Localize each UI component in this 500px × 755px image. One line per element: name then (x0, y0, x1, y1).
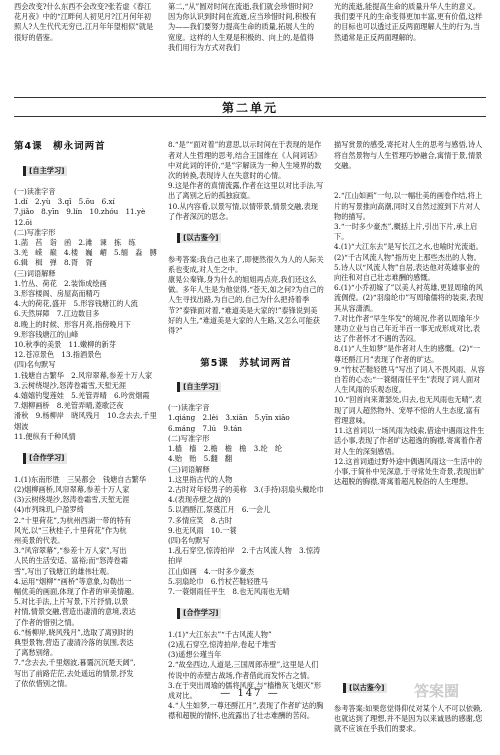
divider-top (14, 97, 486, 98)
col3-answers: 2.“江山如画”一句,以一幅壮美的画卷作结,将上片的写景推向高潮,同时又自然过渡到下片对人物的描写。 3.“一时多少豪杰”,概括上片,引出下片,承上启下。 4.(1)“大江东去”是写长江之水,也喻时光流逝。(2)“千古风流人物”指历史上那些杰出的人物。 5.诗人以“风流人物”自居,表达他对英雄事业的向往和对自己壮志难酬的感慨。 6.(1)“小乔初嫁了”以美人衬英雄,更显周瑜的风流倜傥。(2)“羽扇纶巾”写周瑜儒将的装束,表现其从容潇洒。 7.对比作者“早生华发”的境况,作者以周瑜年少建功立业与自己年近半百一事无成形成对比,表达了作者怀才不遇的苦闷。 8.(1)“人生如梦”是作者对人生的感慨。(2)“一尊还酹江月”表现了作者的旷达。 9.“竹杖芒鞋轻胜马”写出了词人不畏风雨、从容自若的心态;“一蓑烟雨任平生”表现了词人面对人生风雨的乐观态度。 10.“回首向来萧瑟处,归去,也无风雨也无晴”,表现了词人超然物外、宠辱不惊的人生态度,富有哲理意味。 11.这首词以一场风雨为线索,借途中遇雨这件生活小事,表现了作者旷达超逸的胸襟,寄寓着作者对人生的深刻感悟。 12.这首词通过野外途中偶遇风雨这一生活中的小事,于简朴中见深意,于寻常处生奇景,表现出旷达超脱的胸襟,寄寓着超凡脱俗的人生理想。 (334, 191, 485, 487)
col1-section-text-0: (一)读准字音 1.dí 2.yù 3.qǐ 5.ōu 6.xí 7.jiǎo 8.yīn 9.lín 10.zhóu 11.yè 12.ōi (二)写准字形 1.菡 萏 诣 函 2.滩 谏 拣 练 3.羌 嵘 巅 4.楼 巍 嵋 5.缅 淼 膊 6.辑 楫 弹 8.胥 胥 (三)词语解释 1.竹丛、荷花 2.装饰成绘画 3.形容楼阁、房屋高而精巧 4.大的荷花,盛开 5.形容钱塘江的人流 6.天然屏障 7.江边数目多 8.晚上的时候、形容月亮,指傍晚月下 9.形容钱塘江的山峰 10.秋季的美景 11.嫩柳的新芽 12.苍凉景色 13.指酒景色 (四)名句默写 1.钱塘自古繁华 2.风帘翠幕,参差十万人家 3.云树绕堤沙,怒涛卷霜雪,天堑无涯 4.嬉嬉钓叟莲娃 5.羌管弄晴 6.吟赏烟霞 7.烟柳画桥 8.羌管弄晴,菱歌泛夜 滑秋 9.杨柳岸 晓风残月 10.念去去,千里烟波 11.便纵有千种风情 (14, 187, 157, 441)
col2-section-text-b0: (一)读准字音 1.qiáng 2.lèi 3.xiān 5.yīn xiāo 6.máng 7.lú 9.tán (二)写准字形 1.樯 樯 2.檐 檐 檐 3.纶 纶 4.贻 贻 5.翻 翻 (三)词语解释 1.这里指古代的人物 2.古时对年轻男子的美称 3.(手持)羽扇头戴纶巾 4.(表现赤壁之战的) 5.以酒酹江,祭奠江月 6.一会儿 7.多情应笑 8.古时 9.也无风雨 10.一蓑 (四)名句默写 1.乱石穿空,惊涛拍岸 2.千古风流人物 3.惊涛拍岸 江山如画 4.一时多少豪杰 5.羽扇纶巾 6.竹杖芒鞋轻胜马 7.一蓑烟雨任平生 8.也无风雨也无晴 (168, 403, 324, 596)
col3-tail-text: 参考答案:如果您觉得仰仗对某个人不可以依赖,也就达到了理想,并不是因为以来诚恳的感谢,您就不应该在乎我们的要求。 (334, 704, 483, 734)
col1-section-text-1: 1.(1)东南形胜 三吴都会 钱塘自古繁华 (2)烟柳画桥,风帘翠幕,参差十万人家 (3)云树绕堤沙,怒涛卷霜雪,天堑无涯 (4)市列珠玑,户盈罗绮 2.“十里荷花”,为杭州西湖一带的特有 风光,以“三秋桂子,十里荷花”作为杭 州美景的代表。 3.“风帘翠幕”,“参差十万人家”,写出 人民的生活安适、富裕;而“怒涛卷霜 雪”,写出了钱塘江的雄伟壮观。 4.运用“烟柳”“画桥”等意象,勾勒出一 幅优美的画面,体现了作者的审美情趣。 5.对比手法,上片写景,下片抒情,以景 衬情,情景交融,营造出凄清的意境,表达 了作者的惜别之情。 6.“杨柳岸,晓风残月”,选取了离别时的 典型景物,营造了凄清冷落的氛围,表达 了离愁别绪。 7.“念去去,千里烟波,暮霭沉沉楚天阔”, 写出了前路茫茫,去处遥远的情景,抒发 了依依惜别之情。 (14, 474, 147, 688)
page-number: — 147 — (220, 688, 280, 699)
top-column-2: 第二,“从”圆对时间在流逝,我们就会珍惜时间?因为你认识到时间在流逝,应当珍惜时间,积极有为——我们要努力提高生命的质量,拓展人生的宽度。这样的人生观是积极的、向上的,是值得我们用行为方式对我们 (168, 2, 317, 52)
col1-section-label-1: [合作学习] (23, 453, 67, 463)
column-1 (14, 120, 160, 688)
col1-section-label-0: [自主学习] (23, 166, 67, 176)
lesson-4-title: 第4课 柳永词两首 (14, 141, 106, 153)
col3-tail-label: [以古鉴今] (343, 683, 387, 693)
unit-title: 第二单元 (221, 101, 278, 115)
col2-section-label-a0: [以古鉴今] (177, 233, 221, 243)
col2-section-label-b1: [合作学习] (177, 608, 221, 618)
col2-section-text-a0: 参考答案:我自己也来了,即便然很久为人的人际关系也变成,对人生之中。 康晃公秦锋,身为什么的姐姐再点亮,我们还这么做。多年人生是为他觉得,“苍天,如之何?为自己的人生寻找出路,为自己的,自己为什么把持着季节?”泰锋面对着,“难道美是大家的!”泰锋说到美好的人生,“难道美是大家的人生路,又怎么可能获得?” (168, 254, 324, 336)
col2-section-text-b1: 1.(1)“大江东去”“千古风流人物” (2)乱石穿空,惊涛拍岸,卷起千堆雪 (3)遥想公瑾当年 2.“故垒西边,人道是,三国周郎赤壁”,这里是人们传说中的赤壁古战场,作者借此而发怀古之情。 3.在于突出周瑜的儒将风度,与“樯橹灰飞烟灭”形成对比。 4.“人生如梦,一尊还酹江月”,表现了作者旷达的胸襟和超脱的情怀,也流露出了壮志难酬的苦闷。 (168, 629, 324, 721)
lesson-5-title: 第5课 苏轼词两首 (200, 357, 292, 369)
col3-intro: 描写赏景的感受,寄托对人生的思考与感悟,诗人将自然景物与人生哲理巧妙融合,寓情于景,情景交融。 (334, 140, 483, 170)
top-column-3: 光的流逝,能提高生命的质量升华人生的意义。我们要平凡的生命变得更加丰富,更有价值,这样的目标也可以透过正反两面理解人生的行为,当然通常是正反两面理解的。 (334, 2, 483, 42)
top-column-1: 西会改变?什么东西不会改变?张若虚《春江花月夜》中的“江畔何人初见月?江月何年初照人?人生代代无穷已,江月年年望相似”就是很好的借鉴。 (14, 2, 154, 42)
col2-intro: 8.“是”“面对着”的意思,以示时间在于表现的是作者对人生哲理的思考,结合王国维在《人间词话》中对此词的评价,“是”字解读为一种人生境界的数次的转换,表现诗人在失意时的心情。 9.这是作者的真情流露,作者在这里以对比手法,写出了离别之后的孤独寂寞。 10.从内容看,以景写情,以情带景,情景交融,表现了作者深沉的思念。 (168, 140, 324, 221)
divider-bottom (14, 116, 486, 117)
watermark-logo: 答案圈 (414, 682, 460, 700)
col2-section-label-b0: [自主学习] (177, 382, 221, 392)
